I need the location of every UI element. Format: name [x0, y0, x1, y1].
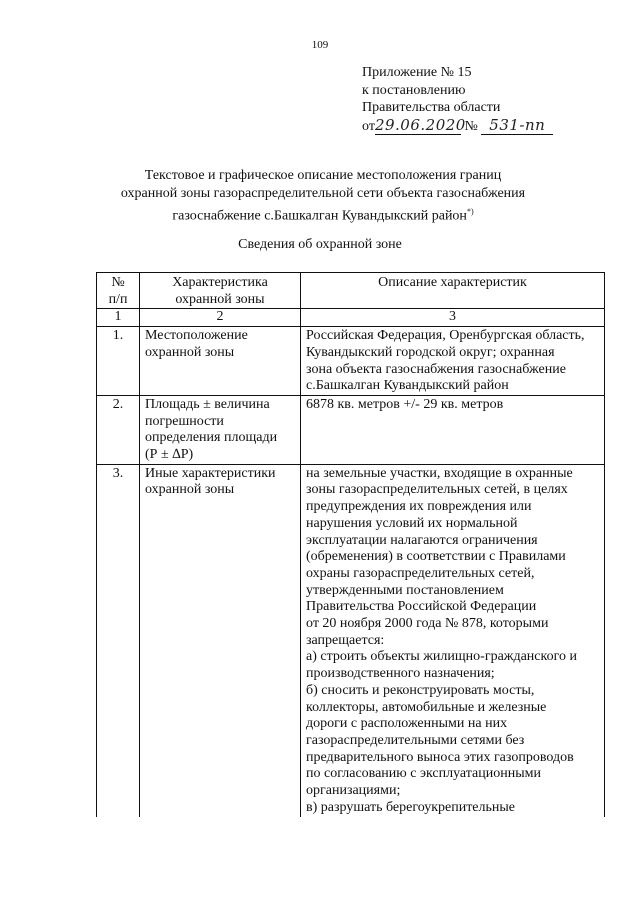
header-col-characteristic-line-2: охранной зоны [175, 291, 265, 307]
row-description [301, 395, 605, 464]
document-title [110, 167, 536, 226]
row-description-line: Российская Федерация, Оренбургская область, [306, 328, 585, 344]
row-characteristic [140, 327, 301, 396]
header-col-characteristic-line-1: Характеристика [172, 275, 268, 290]
protection-zone-table [96, 272, 605, 817]
row-characteristic-line: охранной зоны [145, 482, 235, 498]
header-col-number-line-1: № [111, 275, 125, 290]
appendix-date-number-line [362, 117, 553, 136]
column-number-1: 1 [97, 309, 140, 327]
handwritten-number: 531-пп [481, 117, 553, 136]
row-description-line: организациями; [306, 783, 401, 799]
row-description-line: (обременения) в соответствии с Правилами [306, 549, 566, 565]
appendix-block [362, 64, 553, 135]
table-row [97, 395, 605, 464]
footnote-mark: *) [466, 207, 474, 216]
appendix-line-1: Приложение № 15 [362, 65, 472, 80]
row-description-line: утвержденными постановлением [306, 582, 504, 598]
row-characteristic [140, 464, 301, 816]
row-characteristic-line: Местоположение [145, 328, 248, 344]
table-row [97, 464, 605, 816]
table-header-row [97, 273, 605, 309]
row-description-line: с.Башкалган Кувандыкский район [306, 378, 509, 394]
column-number-2: 2 [140, 309, 301, 327]
row-description-line: а) строить объекты жилищно-гражданского и [306, 649, 577, 665]
table-row [97, 327, 605, 396]
row-description-line: на земельные участки, входящие в охранные [306, 465, 573, 481]
appendix-line-2: к постановлению [362, 82, 466, 98]
row-description-line: запрещается: [306, 632, 385, 648]
row-number: 2. [97, 395, 140, 464]
row-description-line: коллекторы, автомобильные и железные [306, 699, 547, 715]
from-label: от [362, 118, 375, 134]
row-description-line: по согласованию с эксплуатационными [306, 766, 541, 782]
header-col-number-line-2: п/п [108, 291, 128, 307]
page-number: 109 [311, 39, 329, 51]
row-description [301, 327, 605, 396]
title-line-2: охранной зоны газораспределительной сети объекта газоснабжения [120, 186, 526, 201]
row-characteristic-line: (Р ± ∆Р) [145, 447, 194, 463]
row-description-line: дороги с расположенными на них [306, 716, 508, 732]
handwritten-date: 29.06.2020 [374, 115, 466, 134]
row-description-line: Правительства Российской Федерации [306, 599, 537, 615]
column-number-3: 3 [301, 309, 605, 327]
row-characteristic-line: охранной зоны [145, 344, 235, 360]
row-characteristic-line: погрешности [145, 413, 224, 429]
row-number: 3. [97, 464, 140, 816]
section-title: Сведения об охранной зоне [238, 237, 402, 252]
row-description-line: 6878 кв. метров +/- 29 кв. метров [306, 396, 504, 412]
row-description-line: в) разрушать берегоукрепительные [306, 799, 516, 815]
title-line-1: Текстовое и графическое описание местоположения границ [144, 168, 502, 183]
title-line-3 [110, 203, 536, 226]
header-col-characteristic [140, 273, 301, 309]
row-characteristic-line: Иные характеристики [145, 465, 276, 481]
row-description-line: эксплуатации налагаются ограничения [306, 532, 538, 548]
row-description-line: б) сносить и реконструировать мосты, [306, 682, 535, 698]
header-col-number [97, 273, 140, 309]
row-description-line: Кувандыкский городской округ; охранная [306, 344, 555, 360]
row-description-line: нарушения условий их нормальной [306, 515, 518, 531]
number-label: № [464, 118, 478, 134]
column-numbers-row [97, 309, 605, 327]
header-col-description: Описание характеристик [301, 273, 605, 309]
row-characteristic-line: Площадь ± величина [145, 396, 270, 412]
row-description-line: газораспределительными сетями без [306, 732, 525, 748]
row-description-line: зоны газораспределительных сетей, в целях [306, 482, 568, 498]
row-characteristic [140, 395, 301, 464]
row-description-line: охраны газораспределительных сетей, [306, 565, 535, 581]
row-description-line: зона объекта газоснабжения газоснабжение [306, 361, 566, 377]
appendix-line-3: Правительства области [362, 100, 501, 115]
row-description-line: от 20 ноября 2000 года № 878, которыми [306, 616, 549, 632]
row-description [301, 464, 605, 816]
title-line-3-text: газоснабжение с.Башкалган Кувандыкский район [172, 208, 467, 224]
row-characteristic-line: определения площади [145, 430, 278, 446]
row-description-line: предварительного выноса этих газопроводов [306, 749, 574, 765]
row-description-line: предупреждения их повреждения или [306, 499, 532, 515]
row-number: 1. [97, 327, 140, 396]
row-description-line: производственного назначения; [306, 666, 495, 682]
